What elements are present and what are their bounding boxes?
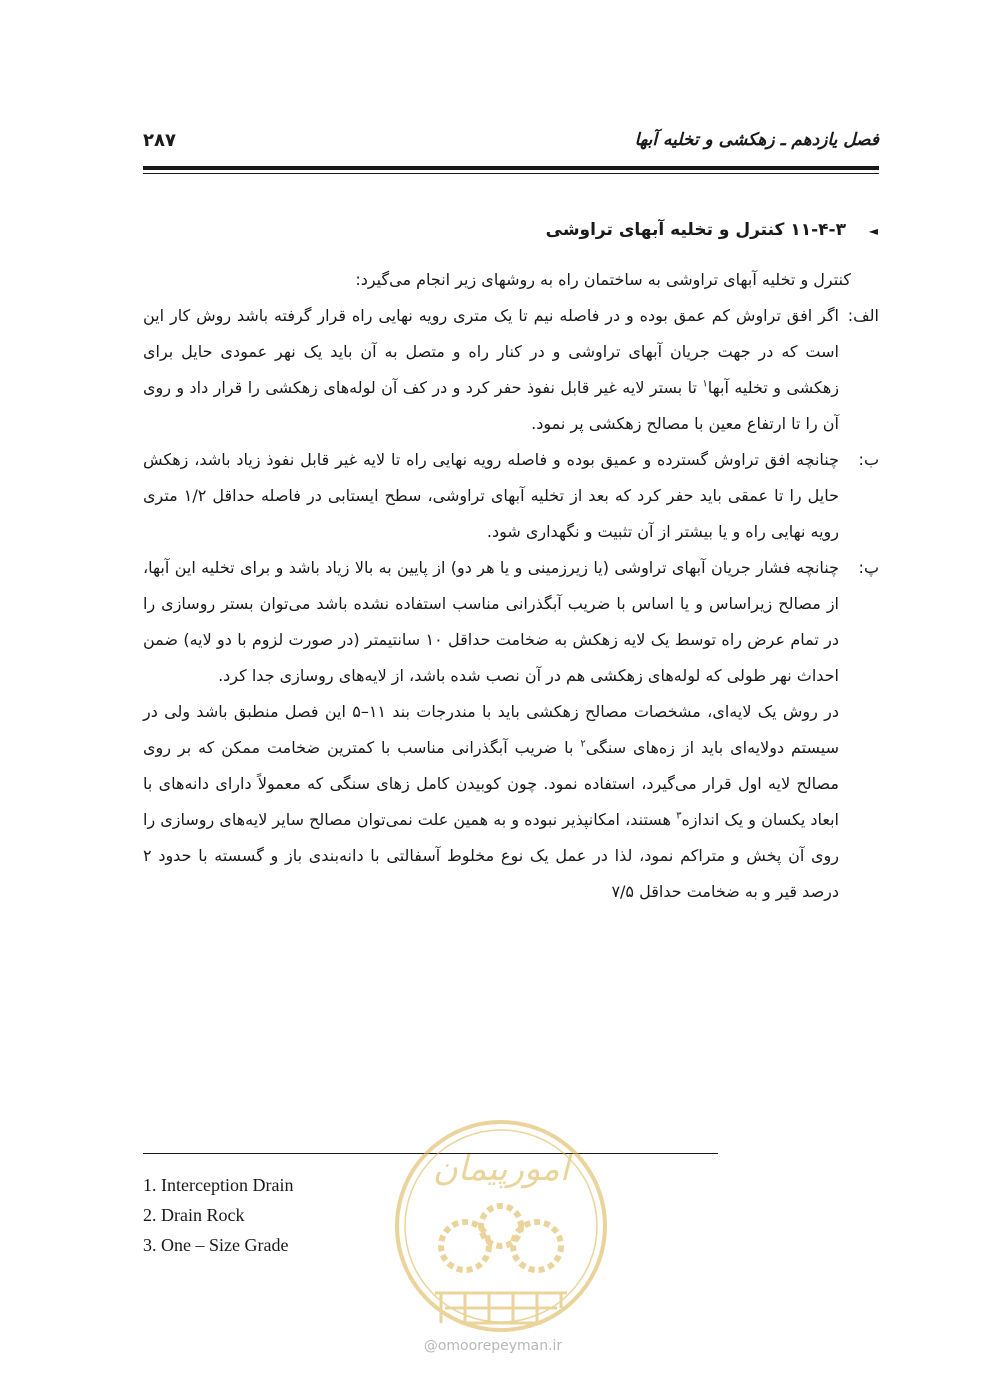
- paragraph-text-part: با ضریب آبگذرانی مناسب با کمترین ضخامت ممکن که بر روی مصالح لایه اول قرار می‌گیرد، استفاده نمود. چون کوبیدن کامل زهای سنگی که معمولاً دارای دانه‌های با ابعاد یکسان و یک اندازه: [143, 738, 840, 829]
- list-marker: ب:: [858, 450, 879, 469]
- paragraph-text-part: هستند، امکانپذیر نبوده و به همین علت نمی‌توان مصالح سایر لایه‌های روسازی را روی آن پخش و متراکم نمود، لذا در عمل یک نوع مخلوط آسفالتی با دانه‌بندی باز و گسسته با حدود ۲ درصد قیر و به ضخامت حداقل ۷/۵: [143, 810, 839, 901]
- list-marker: الف:: [847, 306, 879, 325]
- watermark-seal-icon: [385, 1118, 617, 1350]
- header-rule-thin: [143, 173, 879, 174]
- chapter-title: فصل یازدهم ـ زهکشی و تخلیه آبها: [634, 130, 879, 150]
- footnote: 2. Drain Rock: [143, 1205, 245, 1225]
- list-item-text: چنانچه افق تراوش گسترده و عمیق بوده و فاصله رویه نهایی راه تا لایه غیر قابل نفوذ زیاد باشد، زهکش حایل را تا عمقی باید حفر کرد که بعد از تخلیه آبهای تراوشی، سطح ایستابی در فاصله حداقل ۱/۲ متری رویه نهایی راه و یا بیشتر از آن تثبیت و نگهداری شود.: [143, 450, 840, 541]
- body-text: [143, 262, 879, 910]
- list-item: [143, 550, 879, 694]
- body-paragraph: [143, 694, 879, 910]
- section-heading: [546, 220, 878, 240]
- watermark-url: @omoorepeyman.ir: [423, 1338, 563, 1354]
- list-item-text: چنانچه فشار جریان آبهای تراوشی (یا زیرزمینی و یا هر دو) از پایین به بالا زیاد باشد و برای تخلیه این آبها، از مصالح زیراساس و یا اساس با ضریب آبگذرانی مناسب استفاده نشده باشد می‌توان بستر روسازی را در تمام عرض راه توسط یک لایه زهکش به ضخامت حداقل ۱۰ سانتیمتر (در صورت لزوم با دو لایه) ضمن احداث نهر طولی که لوله‌های زهکشی هم در آن نصب شده باشد، از لایه‌های روسازی جدا کرد.: [143, 558, 839, 685]
- list-item: [143, 298, 879, 442]
- seal-text: امورپیمان: [432, 1149, 570, 1189]
- list-item-text-part: اگر افق تراوش کم عمق بوده و در فاصله نیم تا یک متری رویه نهایی راه قرار گرفته باشد روش کار این است که در جهت جریان آبهای تراوشی و در کنار راه و متصل به آن باید یک نهر عمودی حایل برای زهکشی و تخلیه آبها: [143, 306, 839, 397]
- footnote-ref: ۲: [580, 738, 586, 750]
- paragraph-text-part: در روش یک لایه‌ای، مشخصات مصالح زهکشی باید با مندرجات بند ۱۱–۵ این فصل منطبق باشد ولی در سیستم دولایه‌ای باید از زه‌های سنگی: [143, 702, 839, 757]
- page-header: [143, 120, 879, 160]
- footnote: 3. One – Size Grade: [143, 1235, 289, 1255]
- footnotes: [143, 1170, 293, 1260]
- header-rule-thick: [143, 166, 879, 170]
- footnote: 1. Interception Drain: [143, 1175, 294, 1195]
- footnote-ref: ۳: [676, 810, 682, 822]
- section-heading-text: ۱۱-۴-۳ کنترل و تخلیه آبهای تراوشی: [545, 220, 846, 240]
- intro-paragraph: کنترل و تخلیه آبهای تراوشی به ساختمان راه به روشهای زیر انجام می‌گیرد:: [355, 270, 851, 289]
- list-item-text: [143, 298, 839, 442]
- list-marker: پ:: [858, 558, 879, 577]
- footnote-ref: ۱: [702, 378, 708, 390]
- list-item-text-part: تا بستر لایه غیر قابل نفوذ حفر کرد و در کف آن لوله‌های زهکشی را قرار داد و روی آن را تا ارتفاع معین با مصالح زهکشی پر نمود.: [143, 378, 839, 433]
- list-item: [143, 442, 879, 550]
- page-number: ۲۸۷: [143, 130, 176, 151]
- bullet-icon: ◄: [868, 224, 878, 238]
